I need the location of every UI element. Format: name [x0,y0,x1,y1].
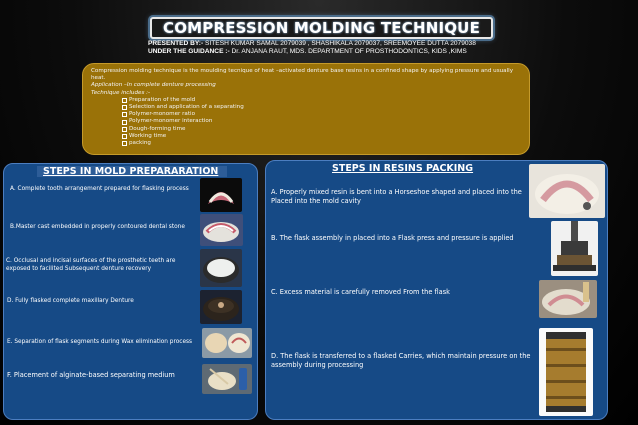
guidance-label: UNDER THE GUIDANCE :- [148,48,230,55]
tooth-arrangement-photo [200,178,242,212]
packing-step-a: A. Properly mixed resin is bent into a Horseshoe shaped and placed into the Placed into the mold cavity [271,188,522,205]
checkbox-bullet-icon [122,105,127,110]
intro-application: Application –In complete denture processing [91,82,216,89]
checkbox-bullet-icon [122,112,127,117]
mold-step-a: A. Complete tooth arrangement prepared for flasking process [10,186,189,192]
list-item [122,133,521,140]
presented-by-line [148,40,548,48]
mold-step-e: E. Separation of flask segments during Wax elimination process [7,339,193,345]
presented-by-names: SITESH KUMAR SAMAL 2079039 , SHASHIKALA 2079037, SREEMOYEE DUTTA 2079038 [203,40,476,47]
list-item-label: Polymer-monomer ratio [129,111,196,118]
mold-step-b: B.Master cast embedded in properly contoured dental stone [10,224,185,230]
flask-press-photo [551,221,598,276]
presented-by-label: PRESENTED BY:- [148,40,204,47]
list-item [122,97,521,104]
mold-step-d: D. Fully flasked complete maxillary Denture [7,298,134,304]
resin-packing-panel [265,160,608,420]
checkbox-bullet-icon [122,98,127,103]
technique-list [122,97,521,147]
list-item-label: Dough-forming time [129,125,186,132]
packing-step-d: D. The flask is transferred to a flasked Carries, which maintain pressure on the assembly during processing [271,352,531,369]
packing-step-b: B. The flask assembly in placed into a Flask press and pressure is applied [271,234,514,242]
list-item-label: Preparation of the mold [129,96,196,103]
separating-medium-photo [202,364,252,394]
list-item [122,104,521,111]
title-banner [150,17,493,39]
checkbox-bullet-icon [122,127,127,132]
packing-heading: STEPS IN RESINS PACKING [332,163,474,174]
checkbox-bullet-icon [122,120,127,125]
list-item-label: packing [129,140,151,147]
mold-step-c: C. Occlusal and incisal surfaces of the prosthetic teeth are exposed to facilited Subsequent denture recovery [6,258,176,272]
page-title: COMPRESSION MOLDING TECHNIQUE [162,19,481,37]
packing-step-c: C. Excess material is carefully removed From the flask [271,288,450,296]
list-item [122,111,521,118]
guidance-name: Dr. ANJANA RAUT, MDS. DEPARTMENT OF PROSTHODONTICS, KIDS ,KIMS [229,48,467,55]
guidance-line [148,48,548,56]
flask-separation-photo [202,328,252,358]
list-item [122,126,521,133]
embedded-cast-photo [200,214,243,246]
intro-includes-label: Technique includes :- [91,89,151,96]
presenter-info [148,40,548,56]
intro-definition: Compression molding technique is the moulding tecnique of heat –activated denture base resins in a confined shape by applying pressure and usually heat. [91,68,514,82]
horseshoe-resin-photo [529,164,605,218]
mold-heading: STEPS IN MOLD PREPARARATION [37,166,227,177]
intro-box [82,63,530,155]
mold-preparation-panel [3,163,258,420]
list-item [122,140,521,147]
mold-step-f: F. Placement of alginate-based separating medium [7,371,175,379]
list-item-label: Polymer-monomer interaction [129,118,213,125]
list-item-label: Working time [129,132,167,139]
excess-removal-photo [539,280,597,318]
exposed-teeth-photo [200,249,242,287]
flasked-denture-photo [200,290,242,324]
checkbox-bullet-icon [122,134,127,139]
checkbox-bullet-icon [122,141,127,146]
list-item-label: Selection and application of a separating [129,104,244,111]
list-item [122,118,521,125]
flask-carrier-photo [539,328,593,416]
